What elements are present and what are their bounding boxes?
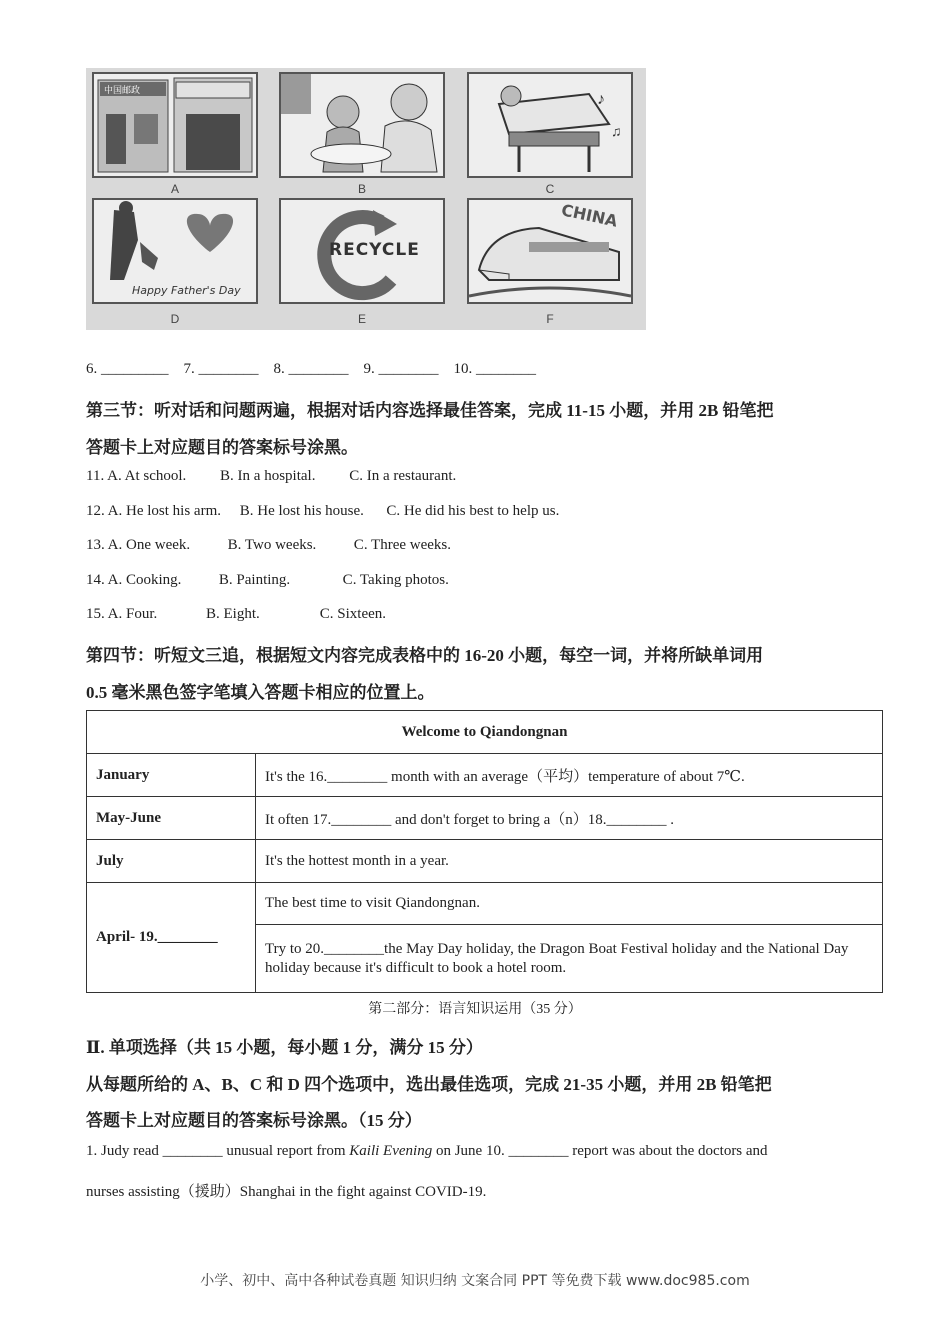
picture-f-train-icon xyxy=(467,198,633,304)
row-label-january: January xyxy=(87,754,256,797)
row-text-may-june: It often 17.________ and don't forget to bring a（n）18.________ . xyxy=(256,797,883,840)
picture-b-label: B xyxy=(357,182,366,196)
row-label-july: July xyxy=(87,840,256,883)
page-footer: 小学、初中、高中各种试卷真题 知识归纳 文案合同 PPT 等免费下载 www.doc985.com xyxy=(200,1273,750,1289)
picture-a-text: 中国邮政 xyxy=(104,86,141,96)
picture-f-label: F xyxy=(546,312,554,326)
table-row xyxy=(87,840,883,883)
table-row xyxy=(87,883,883,925)
picture-d-label: D xyxy=(170,312,180,326)
part2-heading-1: Ⅱ. 单项选择（共 15 小题，每小题 1 分，满分 15 分） xyxy=(86,1038,483,1057)
question-1-part-a: 1. Judy read ________ unusual report from xyxy=(86,1143,350,1159)
table-title: Welcome to Qiandongnan xyxy=(87,711,883,754)
row-label-may-june: May-June xyxy=(87,797,256,840)
picture-a-label: A xyxy=(170,182,179,196)
question-12: 12. A. He lost his arm. B. He lost his house. C. He did his best to help us. xyxy=(86,503,560,519)
picture-e-label: E xyxy=(357,312,366,326)
picture-d-text: Happy Father's Day xyxy=(132,284,241,297)
svg-text:♫: ♫ xyxy=(611,125,622,140)
section4-heading-2: 0.5 毫米黑色签字笔填入答题卡相应的位置上。 xyxy=(86,683,435,702)
picture-c-label: C xyxy=(545,182,555,196)
section4-heading-1: 第四节：听短文三追，根据短文内容完成表格中的 16-20 小题，每空一词，并将所缺单词用 xyxy=(86,646,764,665)
row-text-try-to: Try to 20.________the May Day holiday, the Dragon Boat Festival holiday and the National Day holiday because it's difficult to book a hotel room. xyxy=(256,925,883,993)
question-11: 11. A. At school. B. In a hospital. C. In a restaurant. xyxy=(86,468,457,484)
row-text-best-time: The best time to visit Qiandongnan. xyxy=(256,883,883,925)
row-text-january: It's the 16.________ month with an average（平均）temperature of about 7℃. xyxy=(256,754,883,797)
welcome-table xyxy=(86,710,883,993)
question-1-part-b: on June 10. ________ report was about the doctors and xyxy=(432,1143,768,1159)
table-row xyxy=(87,754,883,797)
picture-grid xyxy=(86,68,646,330)
picture-b-people-icon xyxy=(279,72,445,178)
row-text-july: It's the hottest month in a year. xyxy=(256,840,883,883)
question-1-newspaper: Kaili Evening xyxy=(349,1143,433,1159)
picture-e-text: RECYCLE xyxy=(329,240,420,260)
question-13: 13. A. One week. B. Two weeks. C. Three weeks. xyxy=(86,537,452,553)
part2-title: 第二部分：语言知识运用（35 分） xyxy=(368,1002,582,1017)
question-1-line-2: nurses assisting（援助）Shanghai in the fight against COVID-19. xyxy=(86,1184,487,1200)
row-label-april: April- 19.________ xyxy=(87,883,256,993)
answer-blanks: 6. _________ 7. ________ 8. ________ 9. ________ 10. ________ xyxy=(86,361,536,377)
table-row xyxy=(87,797,883,840)
section3-heading-1: 第三节：听对话和问题两遍，根据对话内容选择最佳答案，完成 11-15 小题，并用 2B 铅笔把 xyxy=(86,401,774,420)
part2-heading-3: 答题卡上对应题目的答案标号涂黑。（15 分） xyxy=(86,1111,422,1130)
svg-text:♪: ♪ xyxy=(597,91,605,108)
question-14: 14. A. Cooking. B. Painting. C. Taking photos. xyxy=(86,572,449,588)
picture-c-piano-icon xyxy=(467,72,633,178)
part2-heading-2: 从每题所给的 A、B、C 和 D 四个选项中，选出最佳选项，完成 21-35 小题，并用 2B 铅笔把 xyxy=(86,1075,772,1094)
section3-heading-2: 答题卡上对应题目的答案标号涂黑。 xyxy=(86,438,358,457)
picture-d-fathers-day-icon xyxy=(92,198,258,304)
picture-e-recycle-icon xyxy=(279,198,445,304)
picture-a-post-office-icon xyxy=(92,72,258,178)
question-15: 15. A. Four. B. Eight. C. Sixteen. xyxy=(86,606,387,622)
picture-f-text: CHINA xyxy=(559,200,620,231)
question-1-line-1 xyxy=(86,1143,768,1160)
